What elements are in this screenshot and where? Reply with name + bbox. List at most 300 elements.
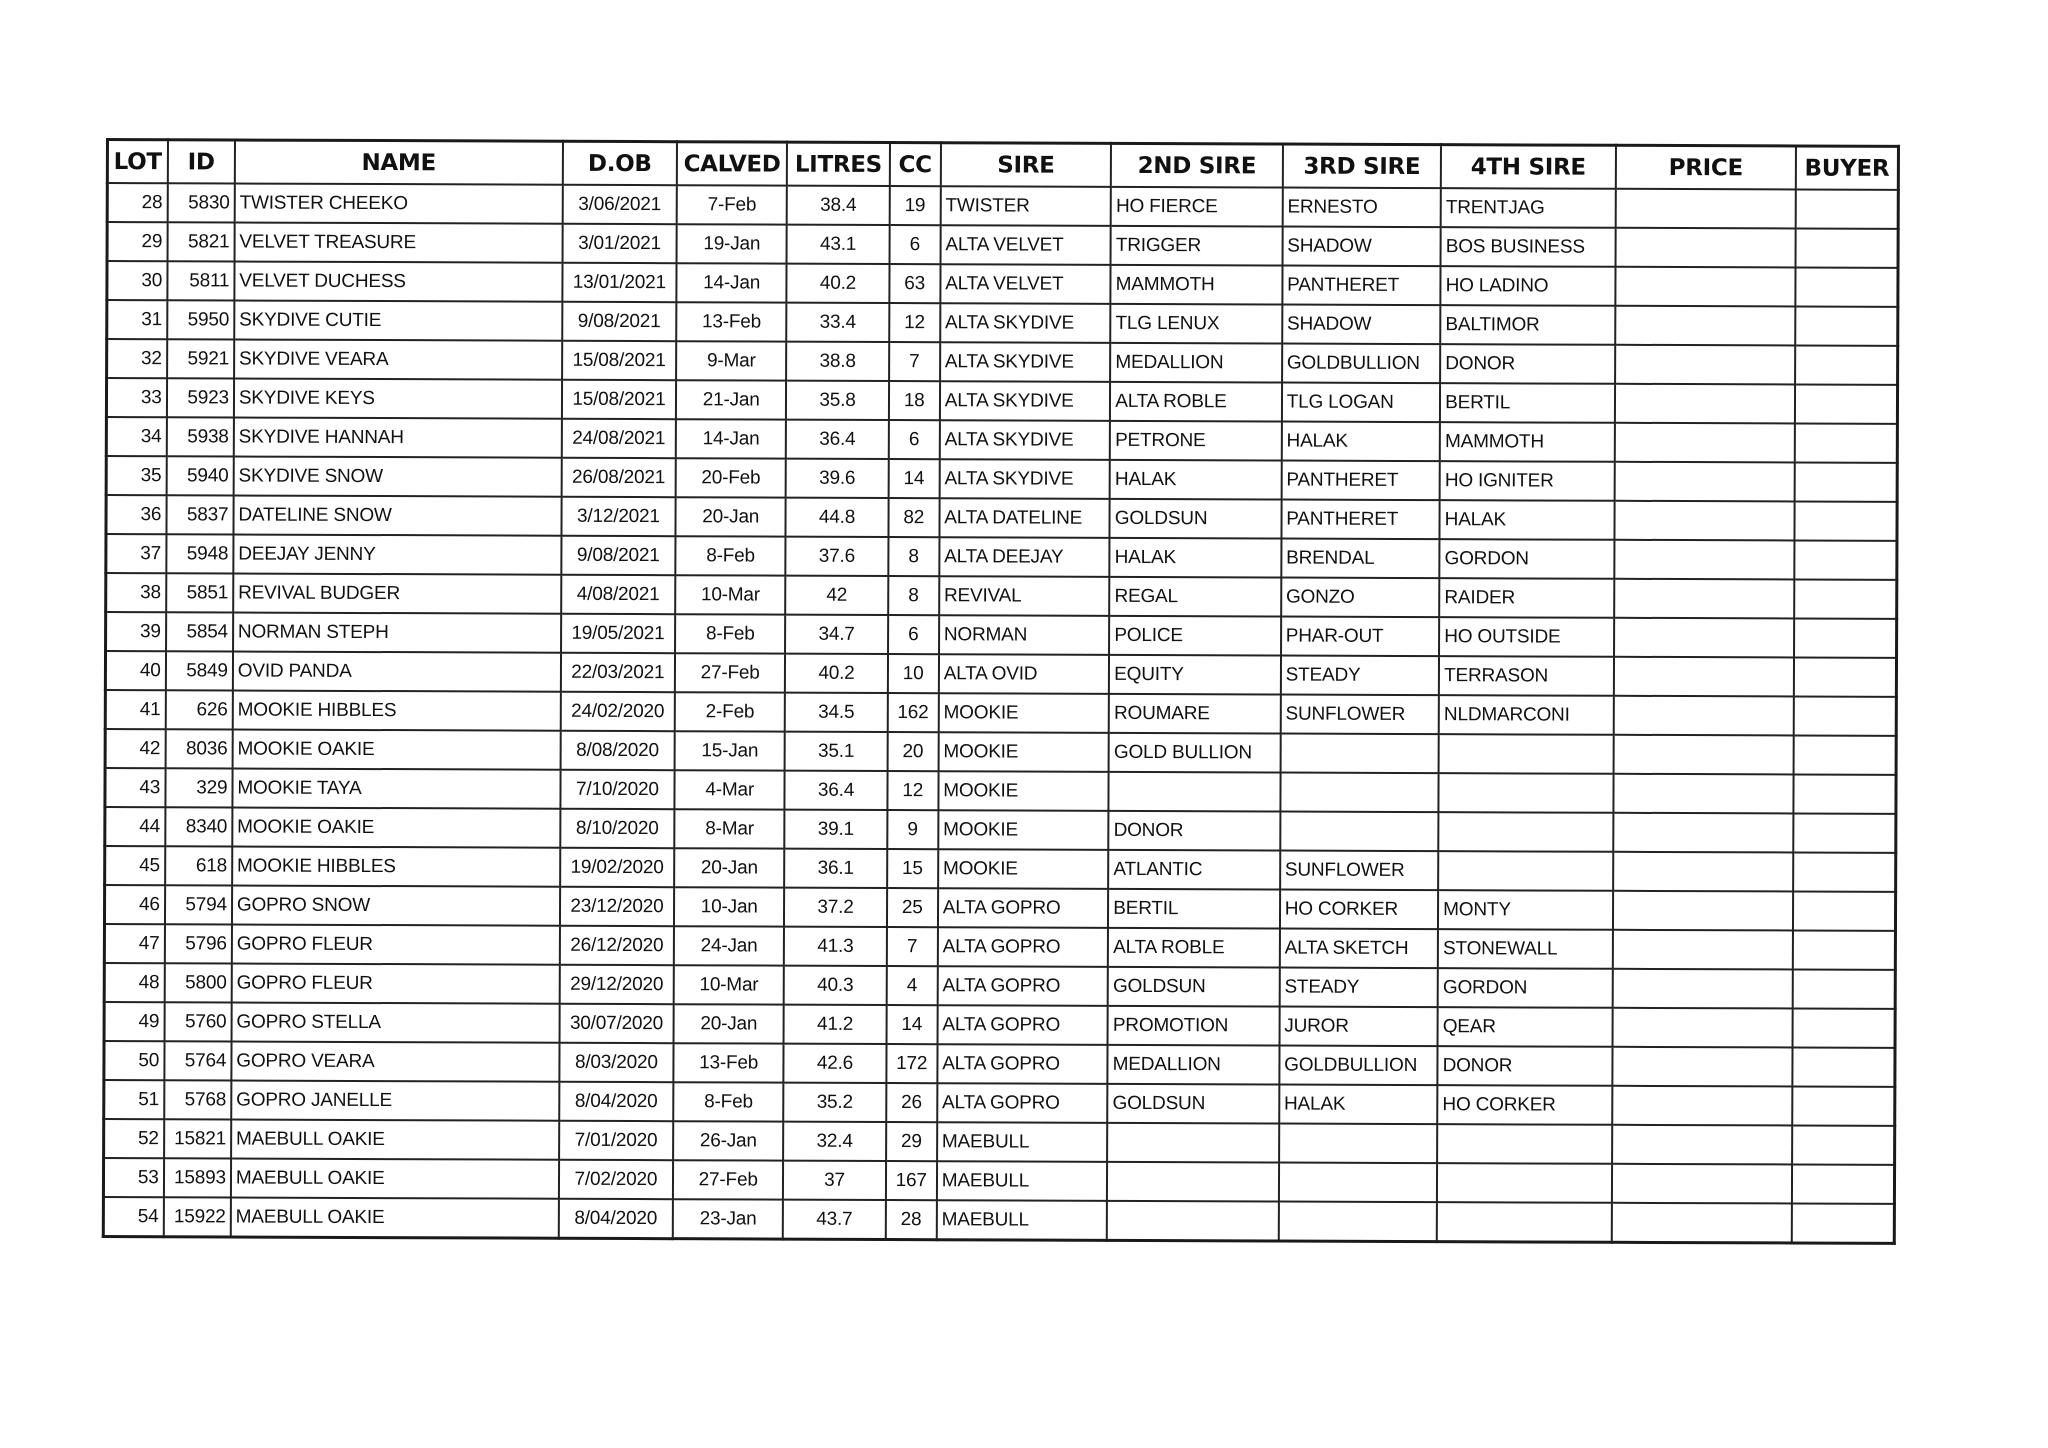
litres-cell: 35.8: [786, 381, 888, 420]
sire-cell: ALTA DEEJAY: [939, 537, 1110, 577]
sire-cell: ALTA SKYDIVE: [940, 342, 1111, 382]
calved-cell: 20-Jan: [674, 848, 784, 887]
name-cell: DEEJAY JENNY: [233, 534, 561, 574]
litres-cell: 43.7: [783, 1200, 885, 1240]
table-row: [104, 1041, 1895, 1087]
second-sire-cell: [1107, 1123, 1279, 1163]
buyer-cell: [1793, 891, 1896, 930]
buyer-cell: [1793, 1047, 1896, 1086]
lot-cell: 29: [107, 222, 167, 261]
buyer-cell: [1793, 852, 1896, 891]
table-row: [106, 456, 1897, 502]
second-sire-cell: PROMOTION: [1108, 1006, 1280, 1046]
cc-cell: 9: [887, 810, 938, 849]
cc-cell: 6: [889, 225, 940, 264]
fourth-sire-cell: [1438, 851, 1613, 891]
second-sire-cell: HO FIERCE: [1111, 187, 1283, 227]
lot-cell: 43: [105, 768, 165, 807]
id-cell: 5800: [164, 963, 231, 1002]
lot-cell: 49: [104, 1002, 164, 1041]
fourth-sire-cell: GORDON: [1439, 539, 1614, 579]
calved-cell: 9-Mar: [676, 341, 786, 380]
price-cell: [1613, 774, 1794, 814]
buyer-cell: [1795, 423, 1898, 462]
third-sire-cell: BRENDAL: [1281, 539, 1440, 579]
price-cell: [1615, 189, 1796, 229]
third-sire-cell: PANTHERET: [1281, 461, 1440, 501]
third-sire-cell: SUNFLOWER: [1280, 851, 1439, 891]
name-cell: MOOKIE OAKIE: [232, 729, 560, 769]
second-sire-cell: PETRONE: [1110, 421, 1282, 461]
price-cell: [1613, 891, 1794, 931]
lot-cell: 47: [104, 924, 164, 963]
buyer-cell: [1793, 813, 1896, 852]
sire-cell: ALTA OVID: [939, 654, 1110, 694]
dob-cell: 8/08/2020: [560, 731, 674, 770]
table-row: [106, 573, 1897, 619]
name-cell: OVID PANDA: [233, 651, 561, 691]
litres-cell: 36.4: [786, 420, 888, 459]
third-sire-cell: [1280, 812, 1439, 852]
third-sire-cell: PANTHERET: [1282, 266, 1441, 306]
cc-cell: 10: [888, 654, 939, 693]
second-sire-cell: HALAK: [1110, 460, 1282, 500]
table-row: [104, 1119, 1895, 1165]
table-row: [104, 1080, 1895, 1126]
third-sire-cell: HO CORKER: [1280, 890, 1439, 930]
name-cell: NORMAN STEPH: [233, 612, 561, 652]
cc-cell: 7: [889, 342, 940, 381]
sire-cell: MOOKIE: [939, 693, 1110, 733]
dob-cell: 29/12/2020: [559, 965, 673, 1004]
price-cell: [1613, 852, 1794, 892]
table-row: [105, 846, 1896, 892]
litres-cell: 32.4: [783, 1122, 885, 1161]
lot-cell: 37: [106, 534, 166, 573]
buyer-cell: [1795, 306, 1898, 345]
table-row: [104, 924, 1895, 970]
litres-cell: 38.4: [787, 186, 889, 225]
sire-cell: MAEBULL: [937, 1161, 1108, 1201]
table-row: [105, 807, 1896, 853]
id-cell: 5821: [167, 222, 234, 261]
table-row: [107, 339, 1898, 385]
header-dob: D.OB: [563, 141, 677, 185]
cc-cell: 167: [886, 1161, 937, 1200]
buyer-cell: [1792, 1203, 1895, 1243]
litres-cell: 36.1: [784, 849, 886, 888]
sire-cell: ALTA GOPRO: [937, 1044, 1108, 1084]
litres-cell: 33.4: [787, 303, 889, 342]
buyer-cell: [1794, 696, 1897, 735]
table-row: [104, 963, 1895, 1009]
dob-cell: 7/10/2020: [560, 770, 674, 809]
second-sire-cell: ATLANTIC: [1108, 850, 1280, 890]
sire-cell: MOOKIE: [938, 771, 1109, 811]
fourth-sire-cell: BOS BUSINESS: [1441, 227, 1616, 267]
buyer-cell: [1793, 969, 1896, 1008]
name-cell: DATELINE SNOW: [233, 495, 561, 535]
table-row: [105, 651, 1896, 697]
second-sire-cell: GOLDSUN: [1107, 1084, 1279, 1124]
cc-cell: 12: [887, 771, 938, 810]
litres-cell: 39.6: [786, 459, 888, 498]
header-sire: SIRE: [941, 143, 1112, 187]
calved-cell: 27-Feb: [675, 653, 785, 692]
calved-cell: 15-Jan: [675, 731, 785, 770]
cc-cell: 14: [886, 1005, 937, 1044]
sire-cell: ALTA GOPRO: [937, 1083, 1108, 1123]
sire-cell: ALTA SKYDIVE: [940, 381, 1111, 421]
third-sire-cell: STEADY: [1281, 656, 1440, 696]
price-cell: [1615, 384, 1796, 424]
id-cell: 5768: [164, 1080, 231, 1119]
buyer-cell: [1795, 345, 1898, 384]
litres-cell: 35.2: [784, 1083, 886, 1122]
table-row: [107, 300, 1898, 346]
cc-cell: 4: [886, 966, 937, 1005]
buyer-cell: [1794, 579, 1897, 618]
second-sire-cell: [1107, 1162, 1279, 1202]
id-cell: 15922: [163, 1197, 230, 1237]
table-row: [106, 417, 1897, 463]
lot-cell: 28: [107, 183, 167, 222]
cc-cell: 29: [886, 1122, 937, 1161]
calved-cell: 10-Mar: [675, 575, 785, 614]
cc-cell: 6: [888, 420, 939, 459]
price-cell: [1612, 1047, 1793, 1087]
litres-cell: 43.1: [787, 225, 889, 264]
dob-cell: 3/01/2021: [562, 224, 676, 263]
sire-cell: MOOKIE: [938, 849, 1109, 889]
cc-cell: 8: [888, 576, 939, 615]
id-cell: 329: [165, 768, 232, 807]
sire-cell: ALTA SKYDIVE: [940, 420, 1111, 460]
litres-cell: 40.2: [787, 264, 889, 303]
price-cell: [1615, 306, 1796, 346]
cc-cell: 12: [889, 303, 940, 342]
name-cell: TWISTER CHEEKO: [235, 183, 563, 223]
name-cell: SKYDIVE CUTIE: [234, 300, 562, 340]
buyer-cell: [1792, 1164, 1895, 1203]
calved-cell: 26-Jan: [673, 1121, 783, 1160]
price-cell: [1612, 969, 1793, 1009]
third-sire-cell: GOLDBULLION: [1279, 1046, 1438, 1086]
price-cell: [1612, 930, 1793, 970]
calved-cell: 8-Feb: [675, 536, 785, 575]
buyer-cell: [1795, 462, 1898, 501]
third-sire-cell: [1280, 773, 1439, 813]
header-price: PRICE: [1615, 145, 1796, 189]
table-row: [107, 222, 1898, 268]
calved-cell: 8-Mar: [674, 809, 784, 848]
id-cell: 8340: [165, 807, 232, 846]
calved-cell: 27-Feb: [673, 1160, 783, 1199]
buyer-cell: [1793, 930, 1896, 969]
name-cell: MAEBULL OAKIE: [231, 1197, 559, 1238]
cc-cell: 20: [887, 732, 938, 771]
fourth-sire-cell: NLDMARCONI: [1439, 695, 1614, 735]
cc-cell: 8: [888, 537, 939, 576]
fourth-sire-cell: HO CORKER: [1437, 1085, 1612, 1125]
litres-cell: 44.8: [786, 498, 888, 537]
sire-cell: ALTA SKYDIVE: [940, 303, 1111, 343]
cc-cell: 26: [886, 1083, 937, 1122]
litres-cell: 41.3: [784, 927, 886, 966]
cc-cell: 19: [889, 186, 940, 225]
calved-cell: 14-Jan: [676, 263, 786, 302]
third-sire-cell: [1278, 1202, 1437, 1242]
table-row: [103, 1197, 1894, 1243]
lot-cell: 32: [107, 339, 167, 378]
buyer-cell: [1796, 228, 1899, 267]
dob-cell: 24/02/2020: [560, 692, 674, 731]
table-row: [106, 612, 1897, 658]
fourth-sire-cell: TERRASON: [1439, 656, 1614, 696]
fourth-sire-cell: HO LADINO: [1441, 266, 1616, 306]
buyer-cell: [1795, 384, 1898, 423]
lot-cell: 33: [106, 378, 166, 417]
third-sire-cell: ALTA SKETCH: [1280, 929, 1439, 969]
name-cell: SKYDIVE KEYS: [234, 378, 562, 418]
dob-cell: 19/02/2020: [560, 848, 674, 887]
buyer-cell: [1796, 189, 1899, 228]
cc-cell: 15: [887, 849, 938, 888]
fourth-sire-cell: STONEWALL: [1438, 929, 1613, 969]
dob-cell: 7/01/2020: [559, 1121, 673, 1160]
fourth-sire-cell: [1437, 1124, 1612, 1164]
cc-cell: 63: [889, 264, 940, 303]
calved-cell: 13-Feb: [673, 1043, 783, 1082]
dob-cell: 13/01/2021: [562, 263, 676, 302]
calved-cell: 7-Feb: [677, 185, 787, 224]
header-row: [107, 140, 1898, 190]
calved-cell: 8-Feb: [673, 1082, 783, 1121]
id-cell: 626: [165, 690, 232, 729]
price-cell: [1613, 696, 1794, 736]
second-sire-cell: MAMMOTH: [1111, 265, 1283, 305]
table-row: [106, 378, 1897, 424]
calved-cell: 21-Jan: [676, 380, 786, 419]
dob-cell: 3/12/2021: [561, 497, 675, 536]
name-cell: SKYDIVE VEARA: [234, 339, 562, 379]
fourth-sire-cell: [1437, 1202, 1612, 1242]
header-3rd-sire: 3RD SIRE: [1283, 144, 1442, 188]
sale-lot-table: [102, 138, 1900, 1245]
dob-cell: 9/08/2021: [561, 536, 675, 575]
dob-cell: 22/03/2021: [561, 653, 675, 692]
id-cell: 5950: [167, 300, 234, 339]
price-cell: [1613, 735, 1794, 775]
fourth-sire-cell: MONTY: [1438, 890, 1613, 930]
dob-cell: 19/05/2021: [561, 614, 675, 653]
calved-cell: 8-Feb: [675, 614, 785, 653]
price-cell: [1612, 1086, 1793, 1126]
price-cell: [1614, 579, 1795, 619]
lot-cell: 50: [104, 1041, 164, 1080]
sire-cell: ALTA SKYDIVE: [939, 459, 1110, 499]
second-sire-cell: GOLD BULLION: [1109, 733, 1281, 773]
third-sire-cell: SHADOW: [1282, 305, 1441, 345]
litres-cell: 34.7: [785, 615, 887, 654]
litres-cell: 34.5: [785, 693, 887, 732]
table-row: [105, 690, 1896, 736]
table-row: [104, 1002, 1895, 1048]
sire-cell: TWISTER: [940, 186, 1111, 226]
lot-cell: 36: [106, 495, 166, 534]
dob-cell: 24/08/2021: [562, 419, 676, 458]
sire-cell: ALTA VELVET: [940, 264, 1111, 304]
cc-cell: 162: [887, 693, 938, 732]
lot-cell: 35: [106, 456, 166, 495]
calved-cell: 19-Jan: [677, 224, 787, 263]
lot-cell: 40: [105, 651, 165, 690]
calved-cell: 20-Jan: [676, 497, 786, 536]
sire-cell: ALTA GOPRO: [937, 966, 1108, 1006]
dob-cell: 8/10/2020: [560, 809, 674, 848]
third-sire-cell: GONZO: [1281, 578, 1440, 618]
third-sire-cell: ERNESTO: [1282, 188, 1441, 228]
third-sire-cell: PANTHERET: [1281, 500, 1440, 540]
fourth-sire-cell: BALTIMOR: [1440, 305, 1615, 345]
lot-cell: 54: [103, 1197, 163, 1237]
lot-cell: 46: [104, 885, 164, 924]
dob-cell: 7/02/2020: [559, 1160, 673, 1199]
price-cell: [1614, 657, 1795, 697]
table-row: [106, 534, 1897, 580]
second-sire-cell: BERTIL: [1108, 889, 1280, 929]
price-cell: [1615, 267, 1796, 307]
dob-cell: 3/06/2021: [562, 185, 676, 224]
litres-cell: 42.6: [784, 1044, 886, 1083]
id-cell: 5923: [167, 378, 234, 417]
sire-cell: MOOKIE: [938, 810, 1109, 850]
id-cell: 5948: [166, 534, 233, 573]
third-sire-cell: HALAK: [1279, 1085, 1438, 1125]
cc-cell: 25: [887, 888, 938, 927]
lot-cell: 41: [105, 690, 165, 729]
cc-cell: 7: [886, 927, 937, 966]
third-sire-cell: SUNFLOWER: [1280, 695, 1439, 735]
price-cell: [1612, 1008, 1793, 1048]
fourth-sire-cell: DONOR: [1440, 344, 1615, 384]
sire-cell: REVIVAL: [939, 576, 1110, 616]
second-sire-cell: MEDALLION: [1108, 1045, 1280, 1085]
name-cell: MAEBULL OAKIE: [231, 1119, 559, 1159]
lot-cell: 52: [104, 1119, 164, 1158]
third-sire-cell: JUROR: [1279, 1007, 1438, 1047]
second-sire-cell: EQUITY: [1109, 655, 1281, 695]
cc-cell: 172: [886, 1044, 937, 1083]
buyer-cell: [1795, 501, 1898, 540]
fourth-sire-cell: [1438, 812, 1613, 852]
buyer-cell: [1792, 1125, 1895, 1164]
third-sire-cell: [1280, 734, 1439, 774]
cc-cell: 6: [888, 615, 939, 654]
fourth-sire-cell: BERTIL: [1440, 383, 1615, 423]
third-sire-cell: STEADY: [1279, 968, 1438, 1008]
buyer-cell: [1794, 540, 1897, 579]
name-cell: MAEBULL OAKIE: [231, 1158, 559, 1198]
buyer-cell: [1792, 1086, 1895, 1125]
id-cell: 8036: [165, 729, 232, 768]
second-sire-cell: [1107, 1201, 1279, 1241]
id-cell: 5764: [164, 1041, 231, 1080]
lot-cell: 30: [107, 261, 167, 300]
dob-cell: 9/08/2021: [562, 302, 676, 341]
lot-cell: 34: [106, 417, 166, 456]
header-calved: CALVED: [677, 142, 787, 186]
header-cc: CC: [889, 143, 940, 187]
name-cell: GOPRO STELLA: [231, 1002, 559, 1042]
second-sire-cell: HALAK: [1110, 538, 1282, 578]
header-buyer: BUYER: [1796, 146, 1899, 190]
lot-cell: 53: [103, 1158, 163, 1197]
price-cell: [1614, 423, 1795, 463]
name-cell: VELVET TREASURE: [234, 222, 562, 262]
price-cell: [1612, 1125, 1793, 1165]
id-cell: 15893: [164, 1158, 231, 1197]
second-sire-cell: ALTA ROBLE: [1108, 928, 1280, 968]
id-cell: 5830: [167, 183, 234, 222]
fourth-sire-cell: [1439, 773, 1614, 813]
table-row: [105, 768, 1896, 814]
id-cell: 5938: [166, 417, 233, 456]
lot-table-body: [103, 183, 1898, 1243]
fourth-sire-cell: HO OUTSIDE: [1439, 617, 1614, 657]
sire-cell: ALTA GOPRO: [938, 888, 1109, 928]
dob-cell: 4/08/2021: [561, 575, 675, 614]
second-sire-cell: [1109, 772, 1281, 812]
lot-cell: 45: [105, 846, 165, 885]
id-cell: 5796: [164, 924, 231, 963]
calved-cell: 23-Jan: [673, 1199, 783, 1239]
second-sire-cell: TLG LENUX: [1110, 304, 1282, 344]
id-cell: 5921: [167, 339, 234, 378]
name-cell: VELVET DUCHESS: [234, 261, 562, 301]
table-row: [107, 183, 1898, 229]
cc-cell: 82: [888, 498, 939, 537]
litres-cell: 40.3: [784, 966, 886, 1005]
litres-cell: 36.4: [785, 771, 887, 810]
second-sire-cell: ALTA ROBLE: [1110, 382, 1282, 422]
lot-cell: 38: [106, 573, 166, 612]
second-sire-cell: GOLDSUN: [1108, 967, 1280, 1007]
dob-cell: 23/12/2020: [560, 887, 674, 926]
second-sire-cell: TRIGGER: [1111, 226, 1283, 266]
sire-cell: NORMAN: [939, 615, 1110, 655]
name-cell: GOPRO VEARA: [231, 1041, 559, 1081]
table-row: [107, 261, 1898, 307]
litres-cell: 38.8: [786, 342, 888, 381]
fourth-sire-cell: QEAR: [1438, 1007, 1613, 1047]
name-cell: GOPRO JANELLE: [231, 1080, 559, 1120]
price-cell: [1611, 1203, 1792, 1243]
litres-cell: 40.2: [785, 654, 887, 693]
name-cell: MOOKIE HIBBLES: [232, 846, 560, 886]
third-sire-cell: GOLDBULLION: [1282, 344, 1441, 384]
fourth-sire-cell: RAIDER: [1439, 578, 1614, 618]
price-cell: [1614, 618, 1795, 658]
dob-cell: 26/12/2020: [560, 926, 674, 965]
header-2nd-sire: 2ND SIRE: [1111, 143, 1283, 187]
calved-cell: 20-Jan: [674, 1004, 784, 1043]
second-sire-cell: REGAL: [1109, 577, 1281, 617]
fourth-sire-cell: HO IGNITER: [1440, 461, 1615, 501]
sire-cell: MAEBULL: [937, 1122, 1108, 1162]
fourth-sire-cell: [1437, 1163, 1612, 1203]
name-cell: MOOKIE HIBBLES: [233, 690, 561, 730]
